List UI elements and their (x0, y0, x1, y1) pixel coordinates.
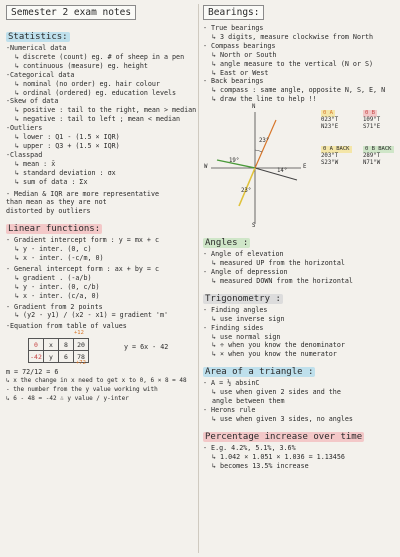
bearing-box-b-back (363, 146, 394, 167)
stat-line: ↳ discrete (count) eg. # of sheep in a pen (15, 52, 185, 61)
angle-e-label: 14° (277, 168, 288, 175)
table-row (29, 339, 89, 351)
values-table-block (6, 331, 196, 365)
stat-line: ↳ mean : x̄ (15, 159, 56, 168)
angles-heading: Angles : (205, 238, 249, 249)
trig-line: ↳ ÷ when you know the denominator (212, 341, 345, 350)
table-cell: 78 (74, 351, 89, 363)
box-label: 0 A BACK (323, 146, 350, 153)
table-cell: x (44, 339, 59, 351)
linear-heading: Linear functions: (8, 224, 101, 235)
box-label: 0 B (365, 110, 375, 117)
linear-list (6, 236, 196, 404)
statistics-heading: Statistics: (8, 32, 68, 42)
bearing-line: - Back bearings (203, 77, 264, 86)
percentage-list (203, 444, 396, 471)
linear-line: ↳ x - inter. (c/a, 0) (15, 291, 100, 300)
area-line: ↳ use when given 2 sides and the (212, 388, 341, 397)
stat-line: -Skew of data (6, 97, 59, 106)
bearing-box-a-back (321, 146, 352, 167)
angle-sw-label: 23° (241, 188, 252, 195)
trig-line: ↳ use inverse sign (212, 314, 285, 323)
linear-line: ↳ x the change in x need to get x to 0, 6 × 8 = 48 (6, 377, 187, 385)
stat-line: ↳ upper : Q3 + (1.5 × IQR) (15, 141, 120, 150)
area-heading: Area of a triangle : (205, 367, 314, 378)
area-list (203, 379, 396, 424)
statistics-list (6, 44, 196, 216)
area-line: angle between them (212, 397, 285, 406)
back-bearing-a-line (239, 168, 255, 206)
table-cell: -42 (30, 352, 42, 361)
stat-line: ↳ ordinal (ordered) eg. education levels (15, 88, 177, 97)
stat-line: distorted by outliers (6, 207, 91, 216)
bearing-line: ↳ North or South (212, 50, 277, 59)
table-cell: 20 (74, 339, 89, 351)
north-label: N (252, 104, 256, 111)
south-label: S (252, 223, 256, 230)
table-cell: 6 (59, 351, 74, 363)
percent-line: ↳ becomes 13.5% increase (212, 461, 309, 470)
west-label: W (204, 164, 208, 171)
stat-line: than mean as they are not (6, 198, 107, 207)
area-line: - A = ½ absinC (203, 379, 260, 388)
table-cell: 0 (29, 339, 44, 351)
linear-line: - General intercept form : ax + by = c (6, 264, 159, 273)
stat-line: - Median & IQR are more representative (6, 189, 159, 198)
bearings-heading: Bearings: (203, 5, 264, 20)
table-annotation-side: +72 (76, 360, 86, 367)
gradient-formula: ↳ (y2 - y1) / (x2 - x1) = gradient 'm' (15, 311, 168, 320)
stat-line: ↳ positive : tail to the right, mean > median (15, 106, 197, 115)
bearing-line: ↳ draw the line to help !! (212, 95, 317, 104)
box-label: 0 B BACK (365, 146, 392, 153)
linear-line: ↳ y - inter. (0, c/b) (15, 282, 100, 291)
bearing-line: ↳ angle measure to the vertical (N or S) (212, 59, 374, 68)
bearing-line: ↳ 3 digits, measure clockwise from North (212, 32, 374, 41)
angle-line: - Angle of depression (203, 267, 288, 276)
percent-line: - E.g. 4.2%, 5.1%, 3.6% (203, 443, 296, 452)
table-cell: 8 (59, 339, 74, 351)
trig-heading: Trigonometry : (205, 293, 281, 304)
bearing-line: ↳ compass : same angle, opposite N, S, E, N (212, 86, 386, 95)
box-compass: S23°W (321, 160, 339, 167)
trig-line: ↳ use normal sign (212, 332, 281, 341)
angle-line: ↳ measured DOWN from the horizontal (212, 276, 353, 285)
stat-line: ↳ nominal (no order) eg. hair colour (15, 79, 160, 88)
angle-w-label: 19° (229, 158, 240, 165)
angle-line: - Angle of elevation (203, 250, 284, 259)
box-label: 0 A (323, 110, 333, 117)
stat-line: -Categorical data (6, 70, 75, 79)
linear-line: - Gradient intercept form : y = mx + c (6, 236, 159, 245)
box-true: 289°T (363, 153, 381, 160)
area-line: - Herons rule (203, 405, 256, 414)
box-true: 109°T (363, 117, 381, 124)
linear-line: ↳ x - inter. (-c/m, 0) (15, 254, 104, 263)
bearing-line: - Compass bearings (203, 41, 276, 50)
box-compass: S71°E (363, 124, 381, 131)
trig-line: - Finding angles (203, 305, 268, 314)
linear-line: ↳ y - inter. (0, c) (15, 245, 92, 254)
box-true: 203°T (321, 153, 339, 160)
bearing-box-a (321, 110, 338, 131)
stat-line: ↳ continuous (measure) eg. height (15, 61, 148, 70)
bearing-b-line (255, 168, 297, 180)
bearing-box-b (363, 110, 380, 131)
east-label: E (303, 164, 307, 171)
linear-line: ↳ gradient . (-a/b) (15, 273, 92, 282)
stat-line: ↳ lower : Q1 - (1.5 × IQR) (15, 133, 120, 142)
linear-line: - the number from the y value working with (6, 386, 158, 394)
page-title: Semester 2 exam notes (6, 5, 136, 20)
column-divider (198, 4, 199, 553)
table-cell: y (44, 351, 59, 363)
stat-line: ↳ sum of data : Σx (15, 177, 88, 186)
trig-list (203, 306, 396, 359)
bearing-line: - True bearings (203, 24, 264, 32)
linear-line: - Gradient from 2 points (6, 302, 103, 311)
angle-ne-label: 23° (259, 138, 270, 145)
bearings-list (203, 24, 396, 104)
right-column (203, 0, 396, 470)
linear-line: -Equation from table of values (6, 322, 127, 331)
box-compass: N71°W (363, 160, 381, 167)
box-true: 023°T (321, 117, 339, 124)
linear-line: m = 72/12 = 6 (6, 368, 59, 377)
percent-line: ↳ 1.042 × 1.051 × 1.036 = 1.13456 (212, 452, 345, 461)
bearing-line: ↳ East or West (212, 68, 269, 77)
stat-line: ↳ negative : tail to left ; mean < median (15, 115, 181, 124)
stat-line: -Classpad (6, 150, 43, 159)
table-annotation-top: +12 (74, 330, 84, 337)
angle-line: ↳ measured UP from the horizontal (212, 259, 345, 268)
area-line: ↳ use when given 3 sides, no angles (212, 414, 353, 423)
stat-line: -Outliers (6, 124, 43, 133)
angles-list (203, 250, 396, 286)
stat-line: ↳ standard deviation : σx (15, 168, 116, 177)
trig-line: ↳ × when you know the numerator (212, 350, 337, 359)
trig-line: - Finding sides (203, 323, 264, 332)
bearings-diagram (203, 106, 396, 230)
left-column (6, 0, 196, 404)
percentage-heading: Percentage increase over time (205, 431, 363, 442)
stat-line: -Numerical data (6, 44, 67, 52)
box-compass: N23°E (321, 124, 339, 131)
linear-line: ↳ 6 - 48 = -42 ∴ y value / y-inter (6, 395, 129, 402)
table-result: y = 6x - 42 (124, 343, 169, 352)
angle-arc (255, 150, 262, 152)
